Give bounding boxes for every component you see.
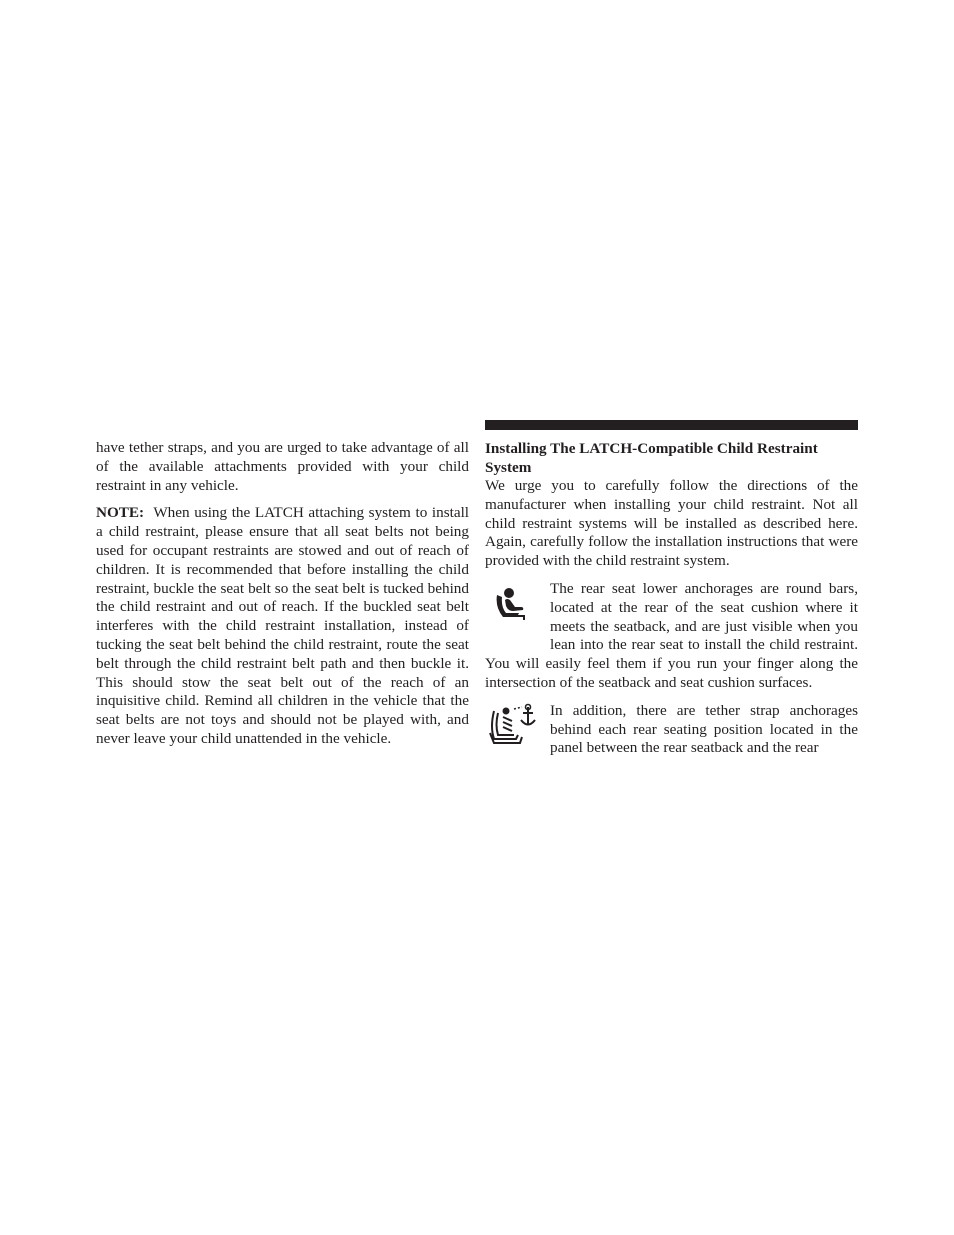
right-column bbox=[485, 439, 858, 767]
note-paragraph bbox=[96, 504, 469, 748]
section-header-bar bbox=[485, 420, 858, 430]
note-label: NOTE: bbox=[96, 504, 145, 522]
note-text: When using the LATCH attaching system to install a child restraint, please ensure that all seat belts not being used for occupant restraints are stowed and out of reach of children. It is recommended that before installing the child restraint, buckle the seat belt so the seat belt is tucked behind the child restraint and out of reach. If the buckled seat belt interferes with the child restraint installation, instead of tucking the seat belt behind the child restraint, route the seat belt through the child restraint belt path and then buckle it. This should stow the seat belt out of the reach of an inquisitive child. Remind all children in the vehicle that the seat belts are not toys and should not be played with, and never leave your child unattended in the vehicle. bbox=[96, 504, 470, 747]
right-paragraph-1: We urge you to carefully follow the directions of the manufacturer when installing your child restraint. Not all child restraint systems will be installed as described here. Again, carefully follow the installation instructions that were provided with the child restraint system. bbox=[485, 477, 858, 570]
right-paragraph-2: The rear seat lower anchorages are round bars, located at the rear of the seat cushion where it meets the seatback, and are just visible when you lean into the rear seat to install the child restraint. You will easily feel them if you run your finger along the intersection of the seatback and seat cushion surfaces. bbox=[485, 579, 858, 691]
right-paragraph-3: In addition, there are tether strap anchorages behind each rear seating position located in the panel between the rear seatback and the rear bbox=[550, 701, 858, 757]
lower-anchor-block bbox=[485, 580, 858, 693]
child-seat-tether-anchor-icon bbox=[485, 703, 539, 751]
child-seat-lower-anchor-icon bbox=[485, 585, 539, 645]
tether-anchor-block bbox=[485, 702, 858, 758]
left-column bbox=[96, 439, 469, 758]
left-paragraph-1: have tether straps, and you are urged to take advantage of all of the available attachments provided with your child restraint in any vehicle. bbox=[96, 439, 469, 494]
section-heading: Installing The LATCH-Compatible Child Restraint System bbox=[485, 440, 818, 476]
